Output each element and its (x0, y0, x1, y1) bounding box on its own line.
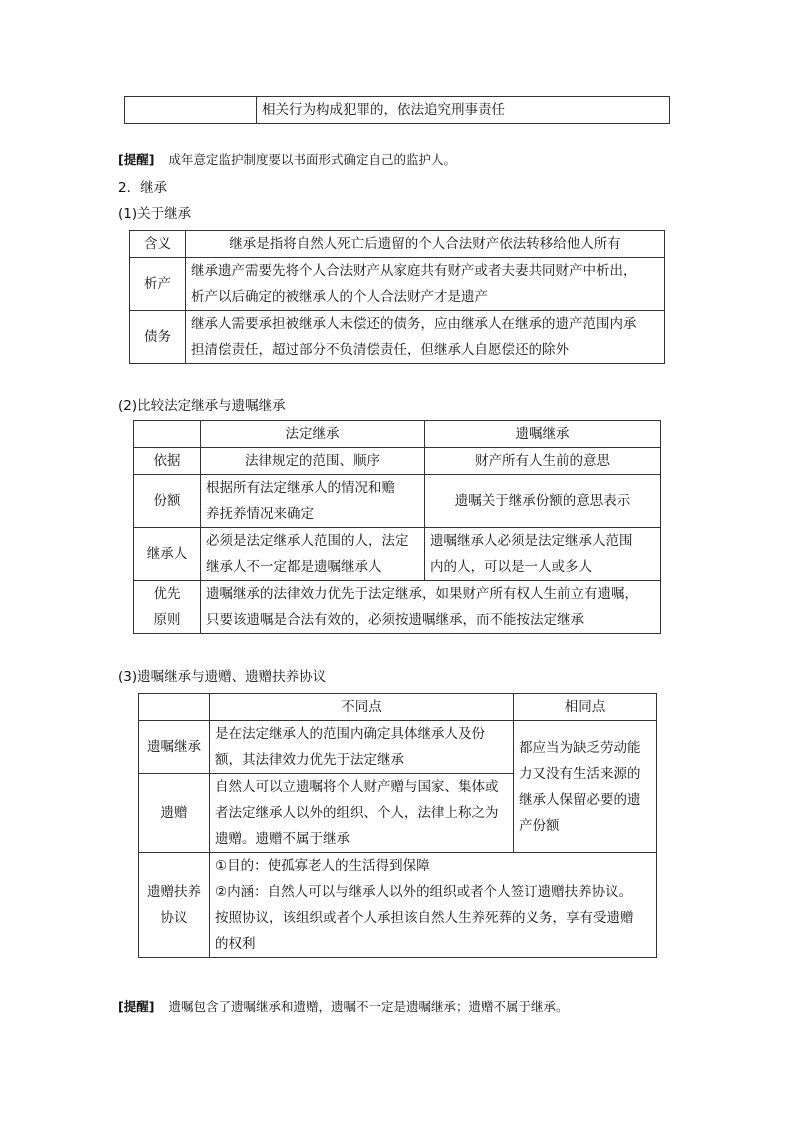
row-head: 份额 (134, 475, 201, 528)
row-left: 根据所有法定继承人的情况和赡 养抚养情况来确定 (201, 475, 425, 528)
table-row (130, 231, 665, 258)
inheritance-table (129, 230, 665, 364)
tip-1-text: 成年意定监护制度要以书面形式确定自己的监护人。 (168, 152, 456, 167)
row-right: 遗嘱关于继承份额的意思表示 (425, 475, 661, 528)
table-row (139, 853, 657, 958)
tip-1 (118, 150, 456, 168)
sub-1-title: (1)关于继承 (118, 206, 192, 222)
row-body-agreement: ①目的：使孤寡老人的生活得到保障 ②内涵：自然人可以与继承人以外的组织或者个人签订遗赠扶养协议。 按照协议，该组织或者个人承担该自然人生养死葬的义务，享有受遗赠 的权利 (210, 853, 657, 958)
header-empty (139, 694, 210, 721)
row-head: 继承人 (134, 528, 201, 581)
header-similarities: 相同点 (514, 694, 657, 721)
row-body-split: 继承遗产需要先将个人合法财产从家庭共有财产或者夫妻共同财产中析出， 析产以后确定的被继承人的个人合法财产才是遗产 (186, 258, 665, 311)
top-table-empty-cell (125, 97, 257, 124)
header-testamentary: 遗嘱继承 (425, 421, 661, 448)
tip-1-label: [提醒] (118, 152, 155, 167)
sub-3-title: (3)遗嘱继承与遗赠、遗赠扶养协议 (118, 669, 327, 685)
row-body-priority: 遗嘱继承的法律效力优先于法定继承，如果财产所有权人生前立有遗嘱， 只要该遗嘱是合法有效的，必须按遗嘱继承，而不能按法定继承 (201, 581, 661, 634)
table-row (134, 528, 661, 581)
similarities-cell: 都应当为缺乏劳动能 力又没有生活来源的 继承人保留必要的遗 产份额 (514, 721, 657, 853)
row-left: 法律规定的范围、顺序 (201, 448, 425, 475)
comparison-table (133, 420, 661, 634)
tip-2-text: 遗嘱包含了遗嘱继承和遗赠，遗嘱不一定是遗嘱继承；遗赠不属于继承。 (168, 999, 569, 1014)
header-statutory: 法定继承 (201, 421, 425, 448)
tip-2 (118, 997, 568, 1015)
row-head-agreement: 遗赠扶养 协议 (139, 853, 210, 958)
table-row (130, 258, 665, 311)
table-row (130, 311, 665, 364)
table-header-row (134, 421, 661, 448)
row-head-split: 析产 (130, 258, 186, 311)
row-head: 遗赠 (139, 774, 210, 853)
row-head: 依据 (134, 448, 201, 475)
table-row (134, 448, 661, 475)
tip-2-label: [提醒] (118, 999, 155, 1014)
row-head-priority: 优先 原则 (134, 581, 201, 634)
row-right: 财产所有人生前的意思 (425, 448, 661, 475)
row-body: 自然人可以立遗嘱将个人财产赠与国家、集体或 者法定继承人以外的组织、个人，法律上称之为 遗赠。遗赠不属于继承 (210, 774, 514, 853)
row-right: 遗嘱继承人必须是法定继承人范围 内的人，可以是一人或多人 (425, 528, 661, 581)
section-2-title: 2．继承 (118, 180, 168, 196)
header-differences: 不同点 (210, 694, 514, 721)
top-table (124, 96, 670, 124)
row-head-meaning: 含义 (130, 231, 186, 258)
sub-2-title: (2)比较法定继承与遗嘱继承 (118, 398, 286, 414)
row-head: 遗嘱继承 (139, 721, 210, 774)
row-head-debt: 债务 (130, 311, 186, 364)
table-row (134, 475, 661, 528)
table-header-row (139, 694, 657, 721)
top-table-text: 相关行为构成犯罪的，依法追究刑事责任 (257, 97, 670, 124)
row-body: 是在法定继承人的范围内确定具体继承人及份 额，其法律效力优先于法定继承 (210, 721, 514, 774)
row-body-debt: 继承人需要承担被继承人未偿还的债务，应由继承人在继承的遗产范围内承 担清偿责任，超过部分不负清偿责任，但继承人自愿偿还的除外 (186, 311, 665, 364)
bequest-table (138, 693, 657, 958)
row-left: 必须是法定继承人范围的人，法定 继承人不一定都是遗嘱继承人 (201, 528, 425, 581)
table-row (134, 581, 661, 634)
header-empty (134, 421, 201, 448)
table-row (139, 721, 657, 774)
row-body-meaning: 继承是指将自然人死亡后遗留的个人合法财产依法转移给他人所有 (186, 231, 665, 258)
